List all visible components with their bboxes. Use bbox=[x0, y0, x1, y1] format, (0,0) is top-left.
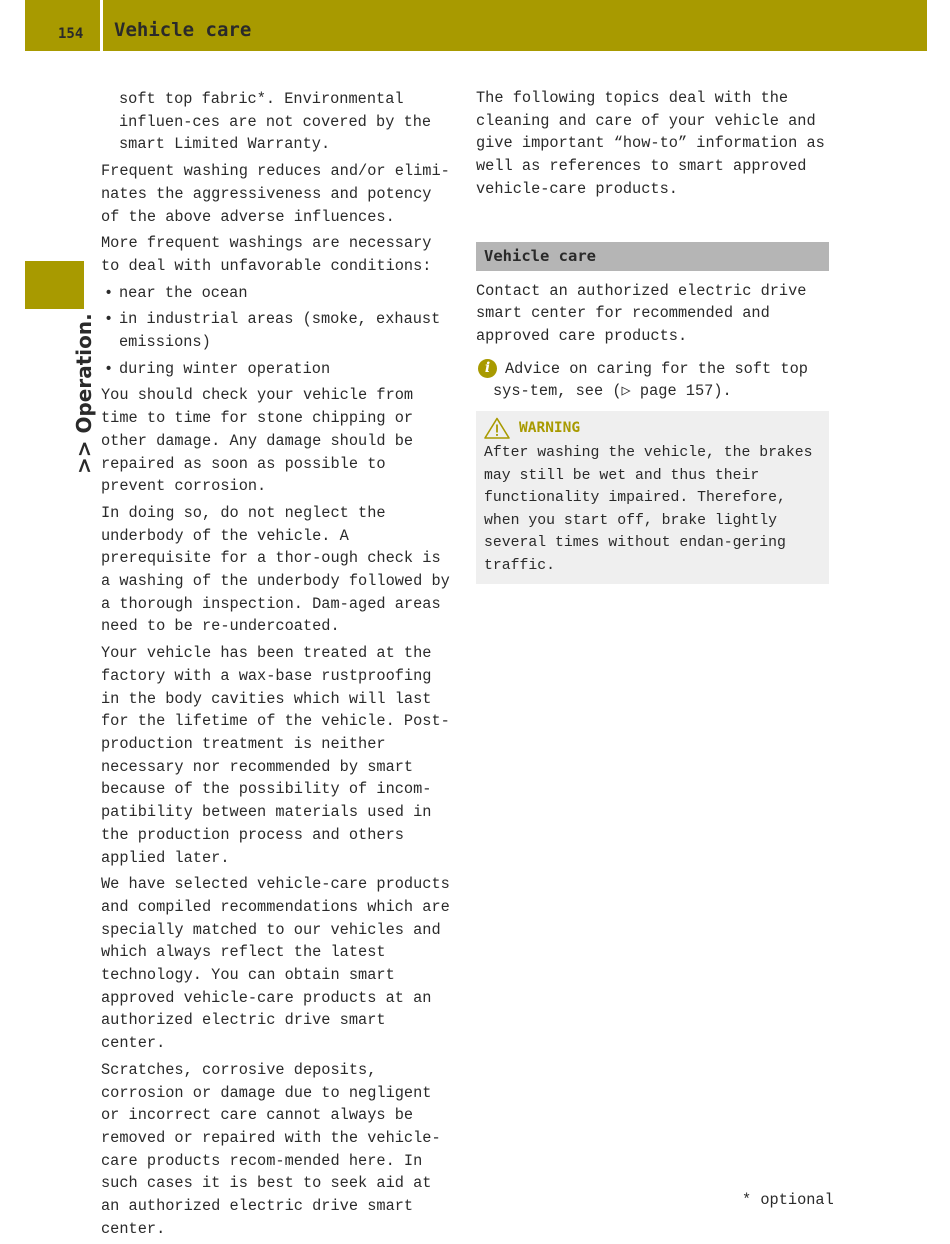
contact-paragraph: Contact an authorized electric drive smart center for recommended and approved care products. bbox=[476, 281, 807, 345]
info-note-text: Advice on caring for the soft top sys-tem, see (▷ page 157). bbox=[493, 359, 808, 401]
rustproofing-paragraph: Your vehicle has been treated at the factory with a wax-base rustproofing in the body cavities which will last for the lifetime of the vehicle. Post-production treatment is neither necessary nor recommended by smart because of the possibility of incom-patibility between materials used in the production process and others applied later. bbox=[101, 644, 450, 867]
warning-text: After washing the vehicle, the brakes may still be wet and thus their functionality impaired. Therefore, when you start off, brake lightly several times without endan-gering traffic. bbox=[484, 445, 813, 574]
conditions-list bbox=[101, 282, 457, 381]
scratches-paragraph: Scratches, corrosive deposits, corrosion or damage due to negligent or incorrect care cannot always be removed or repaired with the vehicle-care products recom-mended here. In such cases it is best to seek aid at an authorized electric drive smart center. bbox=[101, 1060, 441, 1238]
page-number: 154 bbox=[58, 26, 84, 42]
care-products-paragraph: We have selected vehicle-care products and compiled recommendations which are specially matched to our vehicles and which always reflect the latest technology. You can obtain smart approved vehicle-care products at an authorized electric drive smart center. bbox=[101, 875, 450, 1053]
right-column bbox=[476, 87, 829, 584]
warning-triangle-icon bbox=[484, 417, 510, 439]
continued-paragraph: soft top fabric*. Environmental influen-ces are not covered by the smart Limited Warranty. bbox=[119, 90, 432, 154]
list-item: • in industrial areas (smoke, exhaust emissions) bbox=[101, 308, 457, 353]
optional-footnote: * optional bbox=[742, 1191, 834, 1209]
warning-header bbox=[484, 416, 821, 440]
conditions-intro-paragraph: More frequent washings are necessary to deal with unfavorable conditions: bbox=[101, 234, 432, 275]
intro-paragraph: The following topics deal with the cleaning and care of your vehicle and give important “how-to” information as well as references to smart approved vehicle-care products. bbox=[476, 89, 825, 198]
underbody-paragraph: In doing so, do not neglect the underbody of the vehicle. A prerequisite for a thor-ough check is a washing of the underbody followed by a thorough inspection. Dam-aged areas need to be re-undercoated. bbox=[101, 503, 450, 636]
list-item: • near the ocean bbox=[101, 282, 457, 305]
left-column bbox=[101, 88, 457, 1244]
section-heading: Vehicle care bbox=[476, 242, 829, 271]
warning-box bbox=[476, 411, 829, 584]
info-note bbox=[476, 358, 829, 403]
warning-label: WARNING bbox=[519, 419, 581, 436]
frequent-washing-paragraph: Frequent washing reduces and/or elimi-nates the aggressiveness and potency of the above adverse influences. bbox=[101, 162, 450, 226]
header-title: Vehicle care bbox=[114, 19, 252, 41]
info-icon: i bbox=[478, 359, 497, 378]
side-section-label: >> Operation. bbox=[72, 313, 96, 474]
list-item: • during winter operation bbox=[101, 358, 457, 381]
damage-check-paragraph: You should check your vehicle from time to time for stone chipping or other damage. Any damage should be repaired as soon as possible to prevent corrosion. bbox=[101, 386, 414, 496]
side-tab-marker bbox=[25, 261, 84, 309]
header-divider bbox=[100, 0, 103, 51]
